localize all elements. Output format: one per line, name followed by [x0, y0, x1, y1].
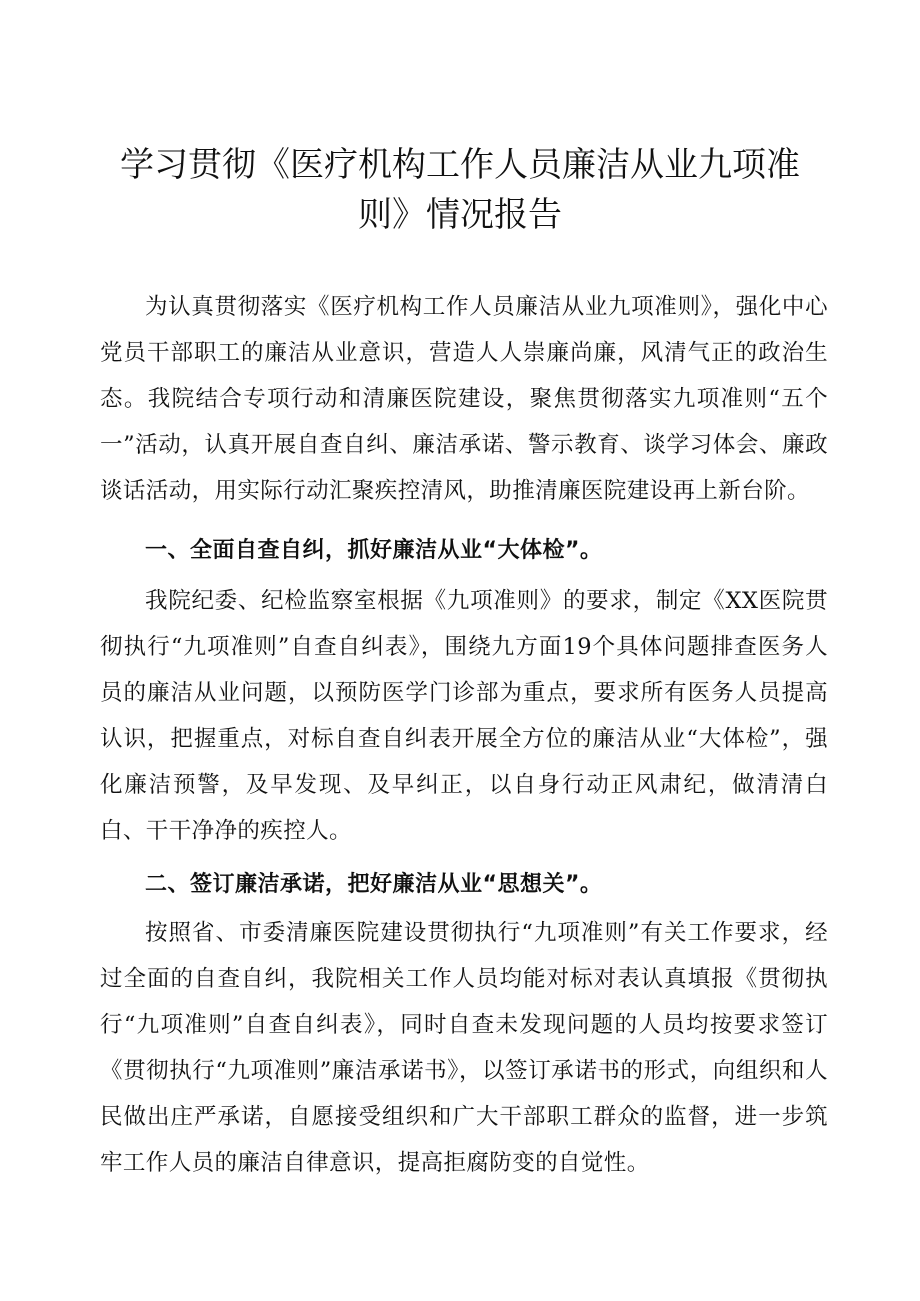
- section-1-heading: 一、全面自查自纠，抓好廉洁从业“大体检”。: [145, 538, 603, 563]
- intro-paragraph: 为认真贯彻落实《医疗机构工作人员廉洁从业九项准则》，强化中心党员干部职工的廉洁从业意识，营造人人崇廉尚廉，风清气正的政治生态。我院结合专项行动和清廉医院建设，聚焦贯彻落实九项准则“五个一”活动，认真开展自查自纠、廉洁承诺、警示教育、谈学习体会、廉政谈话活动，用实际行动汇聚疾控清风，助推清廉医院建设再上新台阶。: [100, 294, 828, 504]
- section-2-paragraph: 按照省、市委清廉医院建设贯彻执行“九项准则”有关工作要求，经过全面的自查自纠，我院相关工作人员均能对标对表认真填报《贯彻执行“九项准则”自查自纠表》，同时自查未发现问题的人员均按要求签订《贯彻执行“九项准则”廉洁承诺书》，以签订承诺书的形式，向组织和人民做出庄严承诺，自愿接受组织和广大干部职工群众的监督，进一步筑牢工作人员的廉洁自律意识，提高拒腐防变的自觉性。: [100, 920, 828, 1176]
- section-2-heading: 二、签订廉洁承诺，把好廉洁从业“思想关”。: [145, 872, 603, 897]
- section-1-paragraph: 我院纪委、纪检监察室根据《九项准则》的要求，制定《XX医院贯彻执行“九项准则”自查自纠表》，围绕九方面19个具体问题排查医务人员的廉洁从业问题，以预防医学门诊部为重点，要求所有医务人员提高认识，把握重点，对标自查自纠表开展全方位的廉洁从业“大体检”，强化廉洁预警，及早发现、及早纠正，以自身行动正风肃纪，做清清白白、干干净净的疾控人。: [100, 588, 828, 844]
- document-title-line-2: 则》情况报告: [358, 195, 562, 235]
- document-title-line-1: 学习贯彻《医疗机构工作人员廉洁从业九项准: [120, 145, 800, 185]
